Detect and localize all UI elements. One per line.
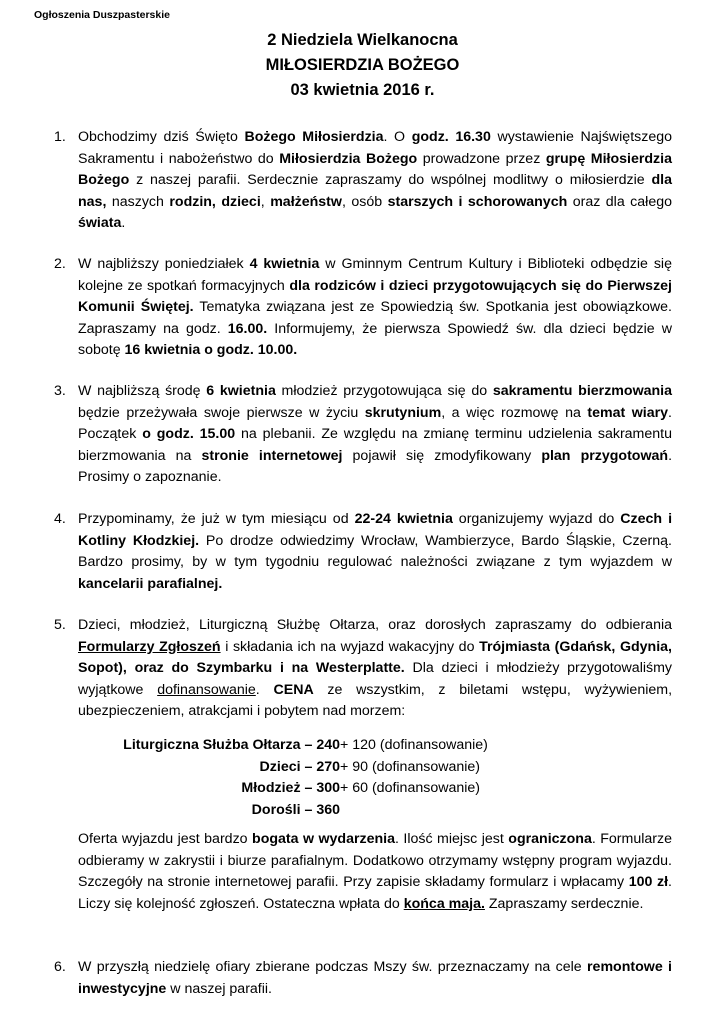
price-row bbox=[78, 778, 638, 800]
price-extra: + 60 (dofinansowanie) bbox=[340, 780, 480, 797]
announcement-text: W przyszłą niedzielę ofiary zbierane podczas Mszy św. przeznaczamy na cele remontowe i inwestycyjne w naszej parafii. bbox=[78, 959, 672, 997]
item-number: 3. bbox=[54, 383, 66, 399]
announcement-2 bbox=[54, 254, 672, 362]
price-label: Liturgiczna Służba Ołtarza bbox=[123, 737, 301, 753]
item-number: 6. bbox=[54, 959, 66, 975]
price-extra: + 120 (dofinansowanie) bbox=[340, 737, 488, 753]
price-extra: + 90 (dofinansowanie) bbox=[340, 758, 480, 775]
item-number: 1. bbox=[54, 129, 66, 145]
announcement-6 bbox=[54, 957, 672, 1000]
title-line-1: 2 Niedziela Wielkanocna bbox=[267, 31, 458, 49]
price-label: Dzieci bbox=[259, 758, 301, 775]
announcement-1 bbox=[54, 127, 672, 235]
title-line-2: MIŁOSIERDZIA BOŻEGO bbox=[265, 56, 460, 74]
price-value: – 360 bbox=[300, 801, 340, 818]
price-list bbox=[78, 735, 638, 821]
announcement-text: Dzieci, młodzież, Liturgiczną Służbę Ołtarza, oraz dorosłych zapraszamy do odbierania Formularzy Zgłoszeń i składania ich na wyjazd wakacyjny do Trójmiasta (Gdańsk, Gdynia, Sopot), oraz do Szymbarku i na Westerplatte. Dla dzieci i młodzieży przygotowaliśmy wyjątkowe dofinansowanie. CENA ze wszystkim, z biletami wstępu, wyżywieniem, ubezpieczeniem, atrakcjami i pobytem nad morzem: bbox=[78, 617, 673, 720]
item-number: 2. bbox=[54, 256, 66, 272]
announcement-text: W najbliższy poniedziałek 4 kwietnia w Gminnym Centrum Kultury i Biblioteki odbędzie się kolejne ze spotkań formacyjnych dla rodziców i dzieci przygotowujących się do Pierwszej Komunii Świętej. Tematyka związana jest ze Spowiedzią św. Spotkania jest obowiązkowe. Zapraszamy na godz. 16.00. Informujemy, że pierwsza Spowiedź św. dla dzieci będzie w sobotę 16 kwietnia o godz. 10.00. bbox=[78, 256, 673, 359]
announcement-3 bbox=[54, 381, 672, 489]
offer-paragraph: Oferta wyjazdu jest bardzo bogata w wydarzenia. Ilość miejsc jest ograniczona. Formularze odbieramy w zakrystii i biurze parafialnym. Dodatkowo otrzymamy wstępny program wyjazdu. Szczegóły na stronie internetowej parafii. Przy zapisie składamy formularz i wpłacamy 100 zł. Liczy się kolejność zgłoszeń. Ostateczna wpłata do końca maja. Zapraszamy serdecznie. bbox=[78, 831, 672, 912]
announcement-text: Obchodzimy dziś Święto Bożego Miłosierdzia. O godz. 16.30 wystawienie Najświętszego Sakramentu i nabożeństwo do Miłosierdzia Bożego prowadzone przez grupę Miłosierdzia Bożego z naszej parafii. Serdecznie zapraszamy do wspólnej modlitwy o miłosierdzie dla nas, naszych rodzin, dzieci, małżeństw, osób starszych i schorowanych oraz dla całego świata. bbox=[78, 129, 673, 232]
announcement-text: W najbliższą środę 6 kwietnia młodzież przygotowująca się do sakramentu bierzmowania będzie przeżywała swoje pierwsze w życiu skrutynium, a więc rozmowę na temat wiary. Początek o godz. 15.00 na plebanii. Ze względu na zmianę terminu udzielenia sakramentu bierzmowania na stronie internetowej pojawił się zmodyfikowany plan przygotowań. Prosimy o zapoznanie. bbox=[78, 383, 673, 486]
price-value: – 300 bbox=[300, 780, 340, 797]
announcement-4 bbox=[54, 509, 672, 595]
price-value: – 270 bbox=[300, 758, 340, 775]
header-label: Ogłoszenia Duszpasterskie bbox=[34, 9, 170, 21]
announcement-5 bbox=[54, 615, 672, 723]
price-label: Dorośli bbox=[251, 801, 301, 818]
title-line-3: 03 kwietnia 2016 r. bbox=[290, 81, 435, 99]
item-number: 4. bbox=[54, 511, 66, 527]
price-row bbox=[78, 735, 638, 757]
price-row bbox=[78, 757, 638, 779]
item-number: 5. bbox=[54, 617, 66, 633]
price-value: – 240 bbox=[300, 737, 340, 753]
price-label: Młodzież bbox=[241, 780, 301, 797]
page-title bbox=[0, 28, 725, 103]
announcement-text: Przypominamy, że już w tym miesiącu od 22-24 kwietnia organizujemy wyjazd do Czech i Kotliny Kłodzkiej. Po drodze odwiedzimy Wrocław, Wambierzyce, Bardo Śląskie, Czerną. Bardzo prosimy, by w tym tygodniu regulować należności związane z tym wyjazdem w kancelarii parafialnej. bbox=[78, 511, 673, 592]
price-row bbox=[78, 800, 638, 822]
